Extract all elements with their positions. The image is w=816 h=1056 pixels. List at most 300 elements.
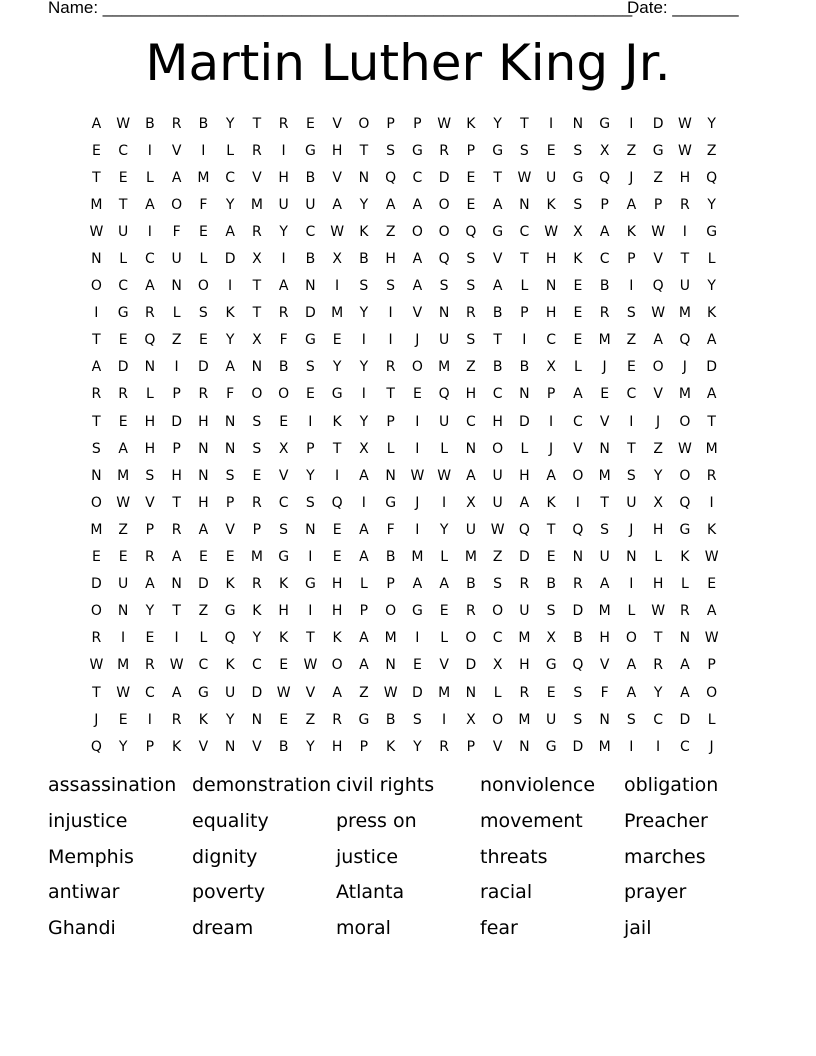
grid-letter: A — [546, 467, 556, 484]
grid-letter: Z — [385, 223, 396, 240]
grid-letter: V — [252, 169, 262, 186]
grid-letter: N — [224, 413, 236, 430]
grid-letter: M — [705, 440, 718, 457]
grid-letter: Q — [679, 494, 691, 511]
grid-letter: U — [278, 196, 289, 213]
page-title: Martin Luther King Jr. — [145, 34, 671, 92]
grid-letter: A — [278, 278, 289, 295]
grid-letter: N — [144, 359, 156, 376]
grid-letter: C — [626, 386, 637, 403]
grid-letter: A — [332, 196, 342, 213]
grid-letter: W — [410, 467, 425, 484]
grid-letter: W — [303, 657, 318, 674]
grid-letter: R — [385, 359, 396, 376]
grid-letter: Q — [90, 738, 102, 755]
grid-letter: A — [171, 169, 182, 186]
grid-letter: S — [305, 359, 315, 376]
grid-letter: Q — [679, 332, 691, 349]
grid-letter: E — [279, 413, 289, 430]
grid-letter: N — [519, 386, 530, 403]
grid-letter: G — [545, 657, 557, 674]
grid-letter: A — [706, 332, 717, 349]
grid-letter: A — [492, 196, 503, 213]
grid-letter: R — [171, 115, 182, 132]
grid-letter: E — [546, 684, 556, 701]
grid-letter: S — [600, 521, 610, 538]
grid-letter: B — [359, 251, 369, 268]
grid-letter: B — [278, 738, 289, 755]
grid-letter: X — [546, 359, 556, 376]
grid-letter: G — [304, 332, 316, 349]
date-field-label: Date: _______ — [627, 0, 739, 17]
grid-letter: Z — [626, 332, 637, 349]
grid-letter: U — [439, 332, 450, 349]
grid-letter: S — [573, 196, 583, 213]
grid-letter: I — [308, 603, 313, 620]
grid-letter: K — [626, 223, 636, 240]
grid-letter: E — [466, 169, 476, 186]
grid-letter: M — [197, 169, 210, 186]
word-list-item: nonviolence — [480, 774, 596, 796]
grid-letter: Y — [707, 115, 716, 132]
grid-letter: V — [332, 169, 342, 186]
grid-letter: E — [573, 332, 583, 349]
grid-letter: I — [629, 413, 634, 430]
grid-letter: P — [359, 738, 369, 755]
word-list-item: poverty — [192, 881, 266, 904]
grid-letter: P — [386, 413, 395, 430]
grid-letter: C — [412, 169, 423, 186]
grid-letter: W — [651, 223, 666, 240]
grid-letter: O — [438, 196, 450, 213]
grid-letter: D — [465, 657, 477, 674]
grid-letter: G — [358, 711, 370, 728]
grid-letter: F — [600, 684, 609, 701]
grid-letter: T — [252, 278, 262, 295]
grid-letter: X — [252, 251, 262, 268]
grid-letter: U — [171, 251, 182, 268]
grid-letter: R — [252, 223, 262, 240]
grid-letter: Z — [626, 142, 637, 159]
grid-letter: Y — [707, 278, 716, 295]
grid-letter: T — [707, 413, 716, 430]
grid-letter: T — [92, 169, 101, 186]
grid-letter: A — [492, 278, 503, 295]
grid-letter: L — [627, 603, 636, 620]
grid-letter: Y — [225, 115, 235, 132]
grid-letter: M — [411, 549, 424, 566]
grid-letter: O — [492, 603, 504, 620]
grid-letter: T — [92, 684, 101, 701]
grid-letter: R — [466, 305, 476, 322]
grid-letter: F — [199, 196, 208, 213]
grid-letter: S — [573, 142, 583, 159]
grid-letter: C — [679, 738, 690, 755]
grid-letter: N — [465, 684, 477, 701]
grid-letter: C — [599, 251, 610, 268]
grid-letter: I — [656, 738, 661, 755]
grid-letter: T — [306, 630, 315, 647]
grid-letter: G — [572, 169, 584, 186]
grid-letter: W — [276, 684, 291, 701]
grid-letter: K — [707, 521, 717, 538]
grid-letter: E — [91, 549, 101, 566]
word-list-item: Atlanta — [336, 881, 405, 904]
grid-letter: K — [546, 196, 556, 213]
grid-letter: J — [656, 413, 661, 430]
grid-letter: T — [172, 494, 181, 511]
grid-letter: P — [600, 196, 609, 213]
grid-letter: V — [278, 467, 289, 484]
grid-letter: V — [653, 251, 663, 268]
grid-letter: T — [92, 413, 101, 430]
grid-letter: Y — [306, 467, 315, 484]
grid-letter: G — [304, 142, 316, 159]
grid-letter: W — [437, 467, 452, 484]
grid-letter: D — [572, 738, 584, 755]
grid-letter: K — [573, 251, 583, 268]
grid-letter: S — [519, 142, 529, 159]
grid-letter: I — [682, 223, 687, 240]
grid-letter: U — [626, 494, 637, 511]
grid-letter: P — [252, 521, 262, 538]
grid-letter: A — [359, 630, 369, 647]
grid-letter: G — [492, 142, 504, 159]
grid-letter: G — [411, 603, 423, 620]
grid-letter: S — [626, 711, 636, 728]
grid-letter: Q — [385, 169, 397, 186]
grid-letter: E — [118, 413, 128, 430]
word-list-item: dignity — [192, 845, 258, 868]
grid-letter: N — [385, 467, 396, 484]
grid-letter: E — [600, 386, 610, 403]
grid-letter: B — [519, 359, 530, 376]
grid-letter: M — [331, 305, 344, 322]
grid-letter: A — [706, 386, 717, 403]
grid-letter: B — [305, 169, 316, 186]
grid-letter: L — [520, 440, 529, 457]
grid-letter: Q — [224, 630, 236, 647]
grid-letter: I — [361, 332, 366, 349]
grid-letter: N — [224, 738, 236, 755]
grid-letter: E — [118, 332, 128, 349]
grid-letter: N — [171, 278, 182, 295]
grid-letter: W — [116, 684, 131, 701]
grid-letter: E — [626, 359, 636, 376]
grid-letter: H — [465, 386, 477, 403]
grid-letter: N — [251, 359, 263, 376]
grid-letter: G — [331, 386, 343, 403]
grid-letter: I — [388, 332, 393, 349]
grid-letter: Q — [331, 494, 343, 511]
grid-letter: C — [144, 251, 155, 268]
word-list-item: Memphis — [48, 845, 134, 868]
grid-letter: S — [252, 413, 262, 430]
grid-letter: R — [439, 738, 449, 755]
grid-letter: I — [388, 305, 393, 322]
grid-letter: Z — [492, 549, 503, 566]
grid-letter: E — [439, 603, 449, 620]
grid-letter: Y — [653, 684, 663, 701]
grid-letter: V — [412, 305, 423, 322]
grid-letter: A — [626, 196, 637, 213]
grid-letter: T — [653, 630, 663, 647]
grid-letter: C — [546, 332, 557, 349]
grid-letter: X — [466, 711, 476, 728]
grid-letter: A — [118, 440, 128, 457]
grid-letter: I — [415, 630, 420, 647]
grid-letter: L — [386, 440, 395, 457]
grid-letter: L — [680, 576, 689, 593]
grid-letter: O — [411, 359, 423, 376]
grid-letter: E — [412, 657, 422, 674]
grid-letter: M — [90, 521, 103, 538]
grid-letter: S — [305, 494, 315, 511]
grid-letter: A — [466, 467, 476, 484]
grid-letter: W — [490, 521, 505, 538]
grid-letter: P — [359, 603, 369, 620]
grid-letter: I — [415, 413, 420, 430]
grid-letter: D — [518, 549, 530, 566]
grid-letter: M — [117, 467, 130, 484]
grid-letter: R — [91, 386, 102, 403]
grid-letter: A — [225, 223, 235, 240]
grid-letter: Y — [332, 359, 342, 376]
grid-letter: R — [599, 305, 610, 322]
grid-letter: J — [629, 521, 634, 538]
grid-letter: F — [279, 332, 288, 349]
grid-letter: S — [145, 467, 155, 484]
grid-letter: C — [144, 684, 155, 701]
grid-letter: H — [545, 251, 557, 268]
grid-letter: R — [145, 657, 155, 674]
grid-letter: H — [385, 251, 396, 268]
grid-letter: N — [224, 440, 236, 457]
grid-letter: N — [599, 711, 610, 728]
grid-letter: A — [626, 684, 637, 701]
grid-letter: D — [197, 576, 209, 593]
grid-letter: N — [305, 278, 316, 295]
grid-letter: E — [198, 549, 208, 566]
grid-letter: R — [252, 142, 262, 159]
letter-grid — [83, 110, 725, 760]
grid-letter: H — [144, 413, 156, 430]
grid-letter: P — [546, 386, 556, 403]
name-field-label: Name: ________________________________________________________ — [48, 0, 633, 17]
word-list-item: fear — [480, 917, 518, 940]
grid-letter: O — [411, 223, 423, 240]
word-list-item: equality — [192, 809, 269, 832]
grid-letter: R — [573, 576, 583, 593]
grid-letter: I — [415, 521, 420, 538]
grid-letter: R — [171, 711, 182, 728]
grid-letter: I — [549, 413, 554, 430]
grid-letter: K — [332, 413, 342, 430]
grid-letter: A — [626, 657, 637, 674]
grid-letter: M — [438, 359, 451, 376]
grid-letter: M — [250, 549, 263, 566]
grid-letter: B — [385, 711, 396, 728]
grid-letter: A — [332, 684, 342, 701]
grid-letter: X — [599, 142, 610, 159]
grid-letter: Y — [493, 115, 502, 132]
grid-letter: I — [335, 278, 340, 295]
grid-letter: I — [281, 142, 286, 159]
grid-letter: Y — [225, 332, 235, 349]
grid-letter: V — [198, 738, 209, 755]
grid-letter: H — [519, 657, 530, 674]
grid-letter: M — [518, 711, 531, 728]
grid-letter: M — [678, 386, 691, 403]
grid-letter: Y — [306, 738, 315, 755]
grid-letter: I — [442, 711, 447, 728]
grid-letter: R — [91, 630, 102, 647]
grid-letter: H — [599, 630, 610, 647]
grid-letter: J — [629, 169, 634, 186]
grid-letter: I — [522, 332, 527, 349]
grid-letter: K — [198, 711, 208, 728]
grid-letter: D — [652, 115, 664, 132]
grid-letter: V — [653, 386, 663, 403]
grid-letter: A — [385, 196, 396, 213]
grid-letter: E — [279, 711, 289, 728]
grid-letter: H — [144, 440, 156, 457]
grid-letter: I — [415, 440, 420, 457]
grid-letter: X — [573, 223, 583, 240]
grid-letter: Y — [225, 711, 235, 728]
grid-letter: C — [251, 657, 262, 674]
grid-letter: U — [439, 413, 450, 430]
grid-letter: V — [599, 657, 610, 674]
grid-letter: N — [385, 657, 396, 674]
grid-letter: B — [305, 251, 316, 268]
grid-letter: I — [201, 142, 206, 159]
grid-letter: S — [466, 332, 476, 349]
grid-letter: E — [332, 549, 342, 566]
grid-letter: H — [652, 521, 664, 538]
grid-letter: S — [359, 278, 369, 295]
grid-letter: A — [439, 576, 449, 593]
grid-letter: P — [466, 142, 476, 159]
grid-letter: A — [412, 251, 423, 268]
grid-letter: W — [651, 603, 666, 620]
grid-letter: C — [278, 494, 289, 511]
grid-letter: A — [359, 657, 369, 674]
grid-letter: S — [386, 142, 396, 159]
grid-letter: T — [627, 440, 636, 457]
grid-letter: V — [439, 657, 449, 674]
word-list-item: jail — [624, 917, 652, 940]
grid-letter: L — [440, 549, 449, 566]
grid-letter: B — [546, 576, 556, 593]
grid-letter: W — [677, 115, 692, 132]
word-list-item: press on — [336, 809, 417, 832]
grid-letter: Q — [572, 657, 584, 674]
grid-letter: D — [572, 603, 584, 620]
grid-letter: R — [198, 386, 209, 403]
grid-letter: A — [412, 576, 423, 593]
grid-letter: N — [305, 521, 316, 538]
grid-letter: Y — [252, 630, 262, 647]
grid-letter: S — [626, 467, 636, 484]
word-list-item: racial — [480, 881, 533, 904]
grid-letter: U — [546, 711, 557, 728]
grid-letter: O — [90, 603, 102, 620]
grid-letter: E — [707, 576, 717, 593]
grid-letter: B — [198, 115, 209, 132]
grid-letter: X — [252, 332, 262, 349]
grid-letter: N — [626, 549, 637, 566]
word-list-item: injustice — [48, 809, 128, 832]
grid-letter: Q — [706, 169, 718, 186]
grid-letter: C — [492, 386, 503, 403]
grid-letter: H — [519, 467, 530, 484]
grid-letter: U — [599, 549, 610, 566]
grid-letter: U — [492, 467, 503, 484]
grid-letter: X — [546, 630, 556, 647]
grid-letter: Q — [518, 521, 530, 538]
grid-letter: I — [94, 305, 99, 322]
grid-letter: I — [629, 115, 634, 132]
grid-letter: A — [145, 576, 155, 593]
grid-letter: O — [331, 657, 343, 674]
grid-letter: R — [653, 657, 663, 674]
grid-letter: Z — [171, 332, 182, 349]
grid-letter: I — [575, 494, 580, 511]
grid-letter: A — [91, 359, 102, 376]
grid-letter: O — [679, 413, 691, 430]
grid-letter: U — [118, 223, 129, 240]
grid-letter: R — [466, 603, 476, 620]
grid-letter: G — [197, 684, 209, 701]
grid-letter: L — [145, 169, 154, 186]
grid-letter: B — [599, 278, 610, 295]
grid-letter: E — [145, 630, 155, 647]
grid-letter: P — [466, 738, 476, 755]
grid-letter: T — [92, 332, 101, 349]
grid-letter: L — [172, 305, 181, 322]
grid-letter: E — [198, 332, 208, 349]
grid-letter: R — [519, 576, 530, 593]
grid-letter: P — [145, 738, 155, 755]
grid-letter: V — [171, 142, 182, 159]
grid-letter: H — [331, 738, 343, 755]
grid-letter: O — [251, 386, 263, 403]
grid-letter: Y — [707, 196, 716, 213]
grid-letter: I — [629, 576, 634, 593]
word-list-item: threats — [480, 845, 548, 868]
grid-letter: M — [598, 738, 611, 755]
grid-letter: K — [252, 603, 262, 620]
grid-letter: W — [677, 440, 692, 457]
grid-letter: L — [145, 386, 154, 403]
grid-letter: C — [519, 223, 530, 240]
grid-letter: J — [709, 738, 714, 755]
grid-letter: Z — [305, 711, 316, 728]
grid-letter: P — [386, 576, 395, 593]
grid-letter: D — [90, 576, 102, 593]
grid-letter: L — [199, 251, 208, 268]
grid-letter: A — [198, 521, 209, 538]
grid-letter: I — [335, 467, 340, 484]
grid-letter: N — [519, 196, 530, 213]
grid-letter: P — [653, 196, 663, 213]
grid-letter: Y — [359, 305, 369, 322]
grid-letter: Q — [599, 169, 611, 186]
grid-letter: W — [704, 549, 719, 566]
grid-letter: N — [358, 169, 370, 186]
grid-letter: I — [147, 711, 152, 728]
